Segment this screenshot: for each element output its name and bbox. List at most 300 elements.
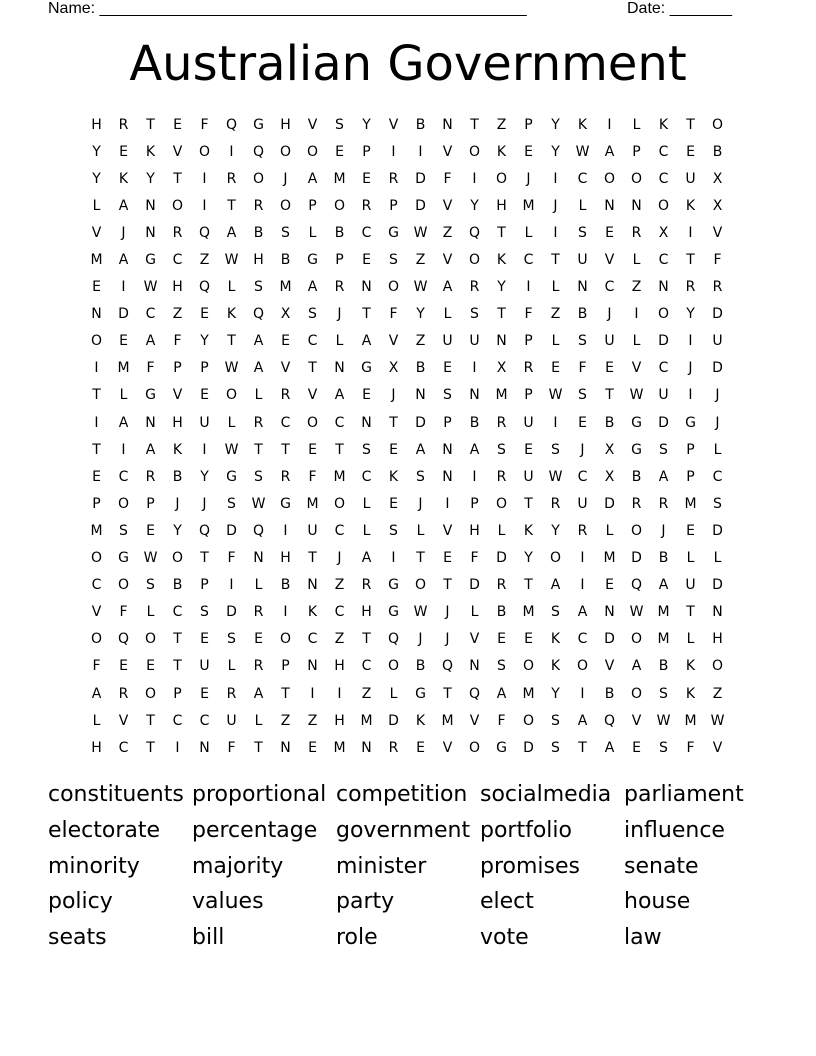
grid-cell[interactable]: E bbox=[524, 143, 533, 160]
grid-cell[interactable]: S bbox=[659, 685, 668, 702]
grid-cell[interactable]: T bbox=[443, 685, 452, 702]
grid-cell[interactable]: L bbox=[254, 712, 263, 729]
grid-cell[interactable]: D bbox=[658, 414, 669, 431]
grid-cell[interactable]: Z bbox=[442, 224, 453, 241]
grid-cell[interactable]: S bbox=[578, 387, 587, 404]
grid-cell[interactable]: C bbox=[307, 333, 318, 350]
grid-cell[interactable]: W bbox=[143, 279, 158, 296]
grid-cell[interactable]: K bbox=[145, 143, 156, 160]
grid-cell[interactable]: S bbox=[443, 387, 452, 404]
grid-cell[interactable]: O bbox=[630, 170, 643, 187]
grid-cell[interactable]: V bbox=[712, 224, 723, 241]
grid-cell[interactable]: J bbox=[121, 224, 126, 241]
grid-cell[interactable]: D bbox=[712, 360, 723, 377]
grid-cell[interactable]: J bbox=[418, 495, 423, 512]
grid-cell[interactable]: U bbox=[604, 333, 615, 350]
grid-cell[interactable]: A bbox=[118, 197, 129, 214]
grid-cell[interactable]: E bbox=[92, 279, 101, 296]
grid-cell[interactable]: L bbox=[605, 522, 614, 539]
grid-cell[interactable]: O bbox=[225, 387, 238, 404]
grid-cell[interactable]: L bbox=[335, 333, 344, 350]
grid-cell[interactable]: N bbox=[604, 604, 615, 621]
grid-cell[interactable]: O bbox=[144, 631, 157, 648]
grid-cell[interactable]: E bbox=[119, 333, 128, 350]
grid-cell[interactable]: P bbox=[524, 116, 533, 133]
grid-cell[interactable]: F bbox=[173, 333, 182, 350]
grid-cell[interactable]: H bbox=[172, 414, 183, 431]
grid-cell[interactable]: N bbox=[442, 441, 453, 458]
grid-cell[interactable]: K bbox=[658, 116, 669, 133]
grid-cell[interactable]: A bbox=[307, 170, 318, 187]
grid-cell[interactable]: J bbox=[418, 631, 423, 648]
grid-cell[interactable]: O bbox=[414, 577, 427, 594]
grid-cell[interactable]: Z bbox=[334, 631, 345, 648]
grid-cell[interactable]: R bbox=[550, 495, 561, 512]
grid-cell[interactable]: O bbox=[198, 143, 211, 160]
grid-cell[interactable]: O bbox=[306, 143, 319, 160]
grid-cell[interactable]: E bbox=[632, 739, 641, 756]
grid-cell[interactable]: Q bbox=[252, 522, 265, 539]
grid-cell[interactable]: X bbox=[712, 170, 723, 187]
grid-cell[interactable]: E bbox=[200, 387, 209, 404]
grid-cell[interactable]: B bbox=[280, 252, 291, 269]
grid-cell[interactable]: R bbox=[280, 387, 291, 404]
grid-cell[interactable]: N bbox=[415, 387, 426, 404]
grid-cell[interactable]: O bbox=[657, 197, 670, 214]
grid-cell[interactable]: K bbox=[496, 252, 507, 269]
grid-cell[interactable]: B bbox=[631, 468, 642, 485]
grid-cell[interactable]: P bbox=[200, 360, 209, 377]
grid-cell[interactable]: D bbox=[631, 550, 642, 567]
grid-cell[interactable]: R bbox=[361, 577, 372, 594]
grid-cell[interactable]: S bbox=[281, 224, 290, 241]
grid-cell[interactable]: S bbox=[551, 604, 560, 621]
grid-cell[interactable]: T bbox=[686, 604, 695, 621]
grid-cell[interactable]: L bbox=[551, 333, 560, 350]
grid-cell[interactable]: M bbox=[333, 739, 346, 756]
grid-cell[interactable]: S bbox=[497, 441, 506, 458]
grid-cell[interactable]: D bbox=[523, 739, 534, 756]
grid-cell[interactable]: A bbox=[91, 685, 102, 702]
grid-cell[interactable]: A bbox=[145, 333, 156, 350]
grid-cell[interactable]: G bbox=[118, 550, 129, 567]
grid-cell[interactable]: W bbox=[413, 604, 428, 621]
grid-cell[interactable]: L bbox=[632, 333, 641, 350]
grid-cell[interactable]: T bbox=[254, 441, 263, 458]
grid-cell[interactable]: T bbox=[443, 577, 452, 594]
grid-cell[interactable]: P bbox=[443, 414, 452, 431]
grid-cell[interactable]: D bbox=[604, 495, 615, 512]
grid-cell[interactable]: A bbox=[253, 685, 264, 702]
grid-cell[interactable]: O bbox=[90, 631, 103, 648]
grid-cell[interactable]: O bbox=[711, 658, 724, 675]
grid-cell[interactable]: E bbox=[362, 170, 371, 187]
grid-cell[interactable]: A bbox=[118, 252, 129, 269]
grid-cell[interactable]: P bbox=[686, 468, 695, 485]
grid-cell[interactable]: Y bbox=[200, 468, 209, 485]
grid-cell[interactable]: U bbox=[712, 333, 723, 350]
grid-cell[interactable]: S bbox=[146, 577, 155, 594]
grid-cell[interactable]: N bbox=[280, 739, 291, 756]
grid-cell[interactable]: A bbox=[253, 333, 264, 350]
grid-cell[interactable]: O bbox=[630, 685, 643, 702]
grid-cell[interactable]: C bbox=[658, 170, 669, 187]
grid-cell[interactable]: G bbox=[388, 604, 399, 621]
grid-cell[interactable]: C bbox=[307, 631, 318, 648]
grid-cell[interactable]: I bbox=[391, 143, 396, 160]
grid-cell[interactable]: F bbox=[308, 468, 317, 485]
grid-cell[interactable]: I bbox=[94, 360, 99, 377]
grid-cell[interactable]: M bbox=[522, 604, 535, 621]
grid-cell[interactable]: Q bbox=[630, 577, 643, 594]
grid-cell[interactable]: L bbox=[146, 604, 155, 621]
grid-cell[interactable]: L bbox=[92, 197, 101, 214]
grid-cell[interactable]: O bbox=[279, 631, 292, 648]
grid-cell[interactable]: M bbox=[90, 522, 103, 539]
grid-cell[interactable]: F bbox=[713, 252, 722, 269]
grid-cell[interactable]: O bbox=[495, 495, 508, 512]
grid-cell[interactable]: Y bbox=[551, 522, 560, 539]
grid-cell[interactable]: S bbox=[551, 712, 560, 729]
grid-cell[interactable]: T bbox=[362, 631, 371, 648]
grid-cell[interactable]: O bbox=[657, 306, 670, 323]
grid-cell[interactable]: J bbox=[175, 495, 180, 512]
grid-cell[interactable]: B bbox=[496, 604, 507, 621]
grid-cell[interactable]: T bbox=[146, 116, 155, 133]
grid-cell[interactable]: F bbox=[119, 604, 128, 621]
grid-cell[interactable]: Z bbox=[199, 252, 210, 269]
grid-cell[interactable]: Z bbox=[550, 306, 561, 323]
grid-cell[interactable]: R bbox=[577, 522, 588, 539]
grid-cell[interactable]: Y bbox=[173, 522, 182, 539]
grid-cell[interactable]: L bbox=[686, 631, 695, 648]
grid-cell[interactable]: A bbox=[577, 712, 588, 729]
grid-cell[interactable]: F bbox=[389, 306, 398, 323]
grid-cell[interactable]: R bbox=[172, 224, 183, 241]
grid-cell[interactable]: F bbox=[686, 739, 695, 756]
grid-cell[interactable]: X bbox=[280, 306, 291, 323]
grid-cell[interactable]: D bbox=[469, 577, 480, 594]
grid-cell[interactable]: C bbox=[118, 739, 129, 756]
grid-cell[interactable]: R bbox=[118, 116, 129, 133]
grid-cell[interactable]: W bbox=[224, 252, 239, 269]
grid-cell[interactable]: S bbox=[389, 522, 398, 539]
grid-cell[interactable]: S bbox=[227, 495, 236, 512]
grid-cell[interactable]: Z bbox=[334, 577, 345, 594]
grid-cell[interactable]: I bbox=[391, 550, 396, 567]
grid-cell[interactable]: M bbox=[495, 387, 508, 404]
grid-cell[interactable]: V bbox=[469, 631, 480, 648]
grid-cell[interactable]: C bbox=[280, 414, 291, 431]
grid-cell[interactable]: U bbox=[226, 712, 237, 729]
grid-cell[interactable]: X bbox=[712, 197, 723, 214]
grid-cell[interactable]: R bbox=[334, 279, 345, 296]
grid-cell[interactable]: L bbox=[227, 414, 236, 431]
grid-cell[interactable]: Z bbox=[415, 333, 426, 350]
grid-cell[interactable]: L bbox=[416, 522, 425, 539]
grid-cell[interactable]: K bbox=[415, 712, 426, 729]
grid-cell[interactable]: I bbox=[688, 224, 693, 241]
grid-cell[interactable]: V bbox=[442, 143, 453, 160]
grid-cell[interactable]: E bbox=[443, 550, 452, 567]
grid-cell[interactable]: Z bbox=[280, 712, 291, 729]
grid-cell[interactable]: O bbox=[522, 712, 535, 729]
grid-cell[interactable]: S bbox=[551, 441, 560, 458]
grid-cell[interactable]: L bbox=[92, 712, 101, 729]
grid-cell[interactable]: C bbox=[658, 252, 669, 269]
grid-cell[interactable]: C bbox=[334, 604, 345, 621]
grid-cell[interactable]: P bbox=[173, 360, 182, 377]
grid-cell[interactable]: F bbox=[200, 116, 209, 133]
grid-cell[interactable]: L bbox=[632, 116, 641, 133]
grid-cell[interactable]: F bbox=[146, 360, 155, 377]
grid-cell[interactable]: R bbox=[631, 224, 642, 241]
grid-cell[interactable]: C bbox=[577, 468, 588, 485]
grid-cell[interactable]: G bbox=[307, 252, 318, 269]
grid-cell[interactable]: H bbox=[280, 550, 291, 567]
grid-cell[interactable]: G bbox=[685, 414, 696, 431]
grid-cell[interactable]: A bbox=[334, 387, 345, 404]
grid-cell[interactable]: N bbox=[442, 468, 453, 485]
grid-cell[interactable]: N bbox=[361, 739, 372, 756]
grid-cell[interactable]: E bbox=[686, 143, 695, 160]
grid-cell[interactable]: V bbox=[388, 116, 399, 133]
grid-cell[interactable]: M bbox=[441, 712, 454, 729]
grid-cell[interactable]: S bbox=[551, 739, 560, 756]
grid-cell[interactable]: J bbox=[283, 170, 288, 187]
grid-cell[interactable]: T bbox=[578, 739, 587, 756]
grid-cell[interactable]: M bbox=[333, 170, 346, 187]
grid-cell[interactable]: W bbox=[710, 712, 725, 729]
grid-cell[interactable]: G bbox=[226, 468, 237, 485]
grid-cell[interactable]: D bbox=[118, 306, 129, 323]
grid-cell[interactable]: K bbox=[685, 658, 696, 675]
grid-cell[interactable]: V bbox=[307, 116, 318, 133]
grid-cell[interactable]: P bbox=[632, 143, 641, 160]
grid-cell[interactable]: J bbox=[202, 495, 207, 512]
grid-cell[interactable]: T bbox=[281, 441, 290, 458]
grid-cell[interactable]: M bbox=[90, 252, 103, 269]
grid-cell[interactable]: N bbox=[577, 279, 588, 296]
grid-cell[interactable]: O bbox=[630, 631, 643, 648]
grid-cell[interactable]: T bbox=[308, 360, 317, 377]
grid-cell[interactable]: R bbox=[388, 170, 399, 187]
grid-cell[interactable]: O bbox=[333, 495, 346, 512]
grid-cell[interactable]: U bbox=[577, 252, 588, 269]
grid-cell[interactable]: I bbox=[121, 441, 126, 458]
grid-cell[interactable]: Z bbox=[631, 279, 642, 296]
grid-cell[interactable]: O bbox=[387, 279, 400, 296]
grid-cell[interactable]: F bbox=[227, 739, 236, 756]
grid-cell[interactable]: D bbox=[712, 306, 723, 323]
grid-cell[interactable]: R bbox=[523, 360, 534, 377]
grid-cell[interactable]: I bbox=[121, 279, 126, 296]
grid-cell[interactable]: W bbox=[143, 550, 158, 567]
grid-cell[interactable]: S bbox=[254, 468, 263, 485]
grid-cell[interactable]: P bbox=[362, 143, 371, 160]
grid-cell[interactable]: O bbox=[333, 197, 346, 214]
grid-cell[interactable]: F bbox=[497, 712, 506, 729]
grid-cell[interactable]: N bbox=[496, 333, 507, 350]
grid-cell[interactable]: E bbox=[497, 631, 506, 648]
grid-cell[interactable]: A bbox=[469, 441, 480, 458]
grid-cell[interactable]: R bbox=[280, 468, 291, 485]
grid-cell[interactable]: E bbox=[605, 360, 614, 377]
grid-cell[interactable]: G bbox=[496, 739, 507, 756]
grid-cell[interactable]: M bbox=[360, 712, 373, 729]
grid-cell[interactable]: W bbox=[548, 468, 563, 485]
grid-cell[interactable]: E bbox=[281, 333, 290, 350]
grid-cell[interactable]: D bbox=[415, 197, 426, 214]
grid-cell[interactable]: J bbox=[580, 441, 585, 458]
grid-cell[interactable]: K bbox=[550, 658, 561, 675]
grid-cell[interactable]: L bbox=[389, 685, 398, 702]
grid-cell[interactable]: T bbox=[173, 631, 182, 648]
grid-cell[interactable]: A bbox=[577, 604, 588, 621]
grid-cell[interactable]: C bbox=[145, 306, 156, 323]
grid-cell[interactable]: T bbox=[281, 685, 290, 702]
grid-cell[interactable]: B bbox=[280, 577, 291, 594]
grid-cell[interactable]: T bbox=[308, 550, 317, 567]
grid-cell[interactable]: E bbox=[200, 306, 209, 323]
grid-cell[interactable]: U bbox=[658, 387, 669, 404]
grid-cell[interactable]: E bbox=[443, 360, 452, 377]
grid-cell[interactable]: H bbox=[91, 116, 102, 133]
grid-cell[interactable]: R bbox=[253, 197, 264, 214]
grid-cell[interactable]: R bbox=[253, 658, 264, 675]
grid-cell[interactable]: T bbox=[200, 550, 209, 567]
grid-cell[interactable]: Q bbox=[387, 631, 400, 648]
grid-cell[interactable]: R bbox=[361, 197, 372, 214]
grid-cell[interactable]: Z bbox=[415, 252, 426, 269]
grid-cell[interactable]: T bbox=[254, 739, 263, 756]
grid-cell[interactable]: W bbox=[629, 387, 644, 404]
grid-cell[interactable]: O bbox=[144, 685, 157, 702]
grid-cell[interactable]: L bbox=[254, 387, 263, 404]
grid-cell[interactable]: O bbox=[387, 658, 400, 675]
grid-cell[interactable]: M bbox=[603, 550, 616, 567]
grid-cell[interactable]: H bbox=[469, 522, 480, 539]
grid-cell[interactable]: L bbox=[470, 604, 479, 621]
grid-cell[interactable]: S bbox=[470, 306, 479, 323]
grid-cell[interactable]: B bbox=[469, 414, 480, 431]
grid-cell[interactable]: D bbox=[604, 631, 615, 648]
grid-cell[interactable]: R bbox=[253, 414, 264, 431]
grid-cell[interactable]: E bbox=[362, 387, 371, 404]
grid-cell[interactable]: P bbox=[389, 197, 398, 214]
grid-cell[interactable]: K bbox=[685, 197, 696, 214]
grid-cell[interactable]: C bbox=[91, 577, 102, 594]
grid-cell[interactable]: Q bbox=[252, 143, 265, 160]
grid-cell[interactable]: X bbox=[604, 441, 615, 458]
grid-cell[interactable]: Y bbox=[497, 279, 506, 296]
grid-cell[interactable]: W bbox=[656, 712, 671, 729]
grid-cell[interactable]: B bbox=[577, 306, 588, 323]
grid-cell[interactable]: U bbox=[577, 495, 588, 512]
grid-cell[interactable]: K bbox=[226, 306, 237, 323]
grid-cell[interactable]: E bbox=[389, 495, 398, 512]
grid-cell[interactable]: V bbox=[712, 739, 723, 756]
grid-cell[interactable]: O bbox=[117, 577, 130, 594]
grid-cell[interactable]: M bbox=[657, 631, 670, 648]
grid-cell[interactable]: U bbox=[199, 658, 210, 675]
grid-cell[interactable]: L bbox=[578, 197, 587, 214]
name-field-label[interactable]: Name: ________________________________________________ bbox=[48, 0, 527, 17]
grid-cell[interactable]: L bbox=[362, 495, 371, 512]
grid-cell[interactable]: Y bbox=[551, 143, 560, 160]
grid-cell[interactable]: I bbox=[688, 387, 693, 404]
grid-cell[interactable]: I bbox=[688, 333, 693, 350]
grid-cell[interactable]: R bbox=[712, 279, 723, 296]
grid-cell[interactable]: E bbox=[119, 658, 128, 675]
grid-cell[interactable]: B bbox=[658, 550, 669, 567]
grid-cell[interactable]: I bbox=[472, 468, 477, 485]
grid-cell[interactable]: M bbox=[279, 279, 292, 296]
grid-cell[interactable]: K bbox=[685, 685, 696, 702]
grid-cell[interactable]: A bbox=[631, 658, 642, 675]
grid-cell[interactable]: D bbox=[658, 333, 669, 350]
grid-cell[interactable]: Y bbox=[92, 170, 101, 187]
grid-cell[interactable]: R bbox=[496, 414, 507, 431]
grid-cell[interactable]: I bbox=[553, 224, 558, 241]
grid-cell[interactable]: S bbox=[578, 224, 587, 241]
grid-cell[interactable]: Q bbox=[198, 522, 211, 539]
grid-cell[interactable]: L bbox=[686, 550, 695, 567]
grid-cell[interactable]: R bbox=[226, 170, 237, 187]
grid-cell[interactable]: E bbox=[119, 143, 128, 160]
grid-cell[interactable]: M bbox=[684, 495, 697, 512]
grid-cell[interactable]: E bbox=[200, 685, 209, 702]
grid-cell[interactable]: K bbox=[307, 604, 318, 621]
grid-cell[interactable]: Z bbox=[361, 685, 372, 702]
grid-cell[interactable]: U bbox=[523, 414, 534, 431]
grid-cell[interactable]: B bbox=[658, 658, 669, 675]
grid-cell[interactable]: P bbox=[335, 252, 344, 269]
grid-cell[interactable]: G bbox=[145, 252, 156, 269]
grid-cell[interactable]: B bbox=[712, 143, 723, 160]
grid-cell[interactable]: I bbox=[526, 279, 531, 296]
grid-cell[interactable]: S bbox=[227, 631, 236, 648]
grid-cell[interactable]: F bbox=[227, 550, 236, 567]
grid-cell[interactable]: L bbox=[497, 522, 506, 539]
grid-cell[interactable]: S bbox=[254, 279, 263, 296]
grid-cell[interactable]: F bbox=[470, 550, 479, 567]
grid-cell[interactable]: S bbox=[389, 252, 398, 269]
grid-cell[interactable]: L bbox=[308, 224, 317, 241]
grid-cell[interactable]: E bbox=[389, 441, 398, 458]
grid-cell[interactable]: P bbox=[200, 577, 209, 594]
grid-cell[interactable]: N bbox=[307, 658, 318, 675]
grid-cell[interactable]: O bbox=[522, 658, 535, 675]
grid-cell[interactable]: C bbox=[172, 712, 183, 729]
grid-cell[interactable]: G bbox=[145, 387, 156, 404]
grid-cell[interactable]: J bbox=[661, 522, 666, 539]
grid-cell[interactable]: N bbox=[361, 279, 372, 296]
grid-cell[interactable]: V bbox=[604, 252, 615, 269]
grid-cell[interactable]: E bbox=[335, 143, 344, 160]
grid-cell[interactable]: V bbox=[442, 522, 453, 539]
grid-cell[interactable]: B bbox=[172, 577, 183, 594]
grid-cell[interactable]: I bbox=[175, 739, 180, 756]
grid-cell[interactable]: F bbox=[443, 170, 452, 187]
grid-cell[interactable]: R bbox=[496, 468, 507, 485]
grid-cell[interactable]: V bbox=[631, 712, 642, 729]
grid-cell[interactable]: W bbox=[413, 224, 428, 241]
grid-cell[interactable]: Z bbox=[712, 685, 723, 702]
grid-cell[interactable]: Z bbox=[307, 712, 318, 729]
grid-cell[interactable]: Q bbox=[468, 685, 481, 702]
grid-cell[interactable]: B bbox=[415, 116, 426, 133]
